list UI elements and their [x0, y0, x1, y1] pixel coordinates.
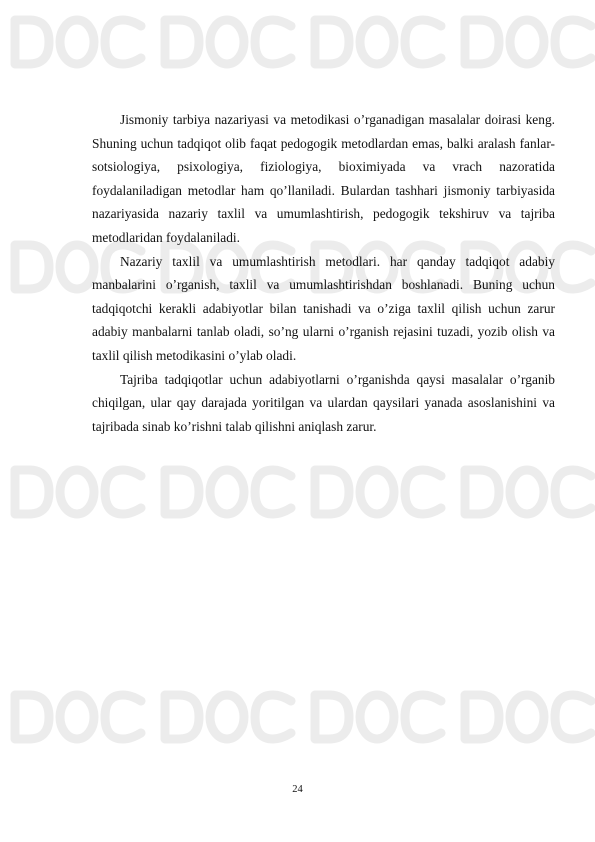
paragraph-3: Tajriba tadqiqotlar uchun adabiyotlarni o’rganishda qaysi masalalar o’rganib chiqilgan, ular qay darajada yoritilgan va ulardan qaysilari yanada asoslanishini va tajribada sinab ko’rishni talab qilishni aniqlash zarur.	[92, 371, 555, 434]
watermark-tile	[465, 20, 591, 64]
watermark-tile	[165, 20, 291, 64]
watermark-tile	[315, 695, 441, 739]
watermark-tile	[15, 20, 141, 64]
watermark-tile	[15, 695, 141, 739]
document-body	[92, 108, 555, 438]
watermark-tile	[465, 695, 591, 739]
paragraph-1: Jismoniy tarbiya nazariyasi va metodikasi o’rganadigan masalalar doirasi keng. Shuning uchun tadqiqot olib faqat pedogogik metodlardan emas, balki aralash fanlar-sotsiologiya, psixologiya, fiziologiya, bioximiyada va vrach nazoratida foydalaniladigan metodlar ham qo’llaniladi. Bulardan tashhari jismoniy tarbiyasida nazariyasida nazariy taxlil va umumlashtirish, pedogogik tekshiruv va tajriba metodlaridan foydalaniladi.	[92, 112, 555, 245]
watermark-tile	[165, 695, 291, 739]
watermark-tile	[465, 470, 591, 514]
watermark-tile	[315, 20, 441, 64]
watermark-tile	[315, 470, 441, 514]
page-number: 24	[292, 784, 303, 795]
paragraph-2: Nazariy taxlil va umumlashtirish metodlari. har qanday tadqiqot adabiy manbalarini o’rganish, taxlil va umumlashtirishdan boshlanadi. Buning uchun tadqiqotchi kerakli adabiyotlar bilan tanishadi va o’ziga taxlil qilish uchun zarur adabiy manbalarni tanlab oladi, so’ng ularni o’rganish rejasini tuzadi, yozib olish va taxlil qilish metodikasini o’ylab oladi.	[92, 253, 555, 363]
watermark-tile	[165, 470, 291, 514]
watermark-tile	[15, 470, 141, 514]
